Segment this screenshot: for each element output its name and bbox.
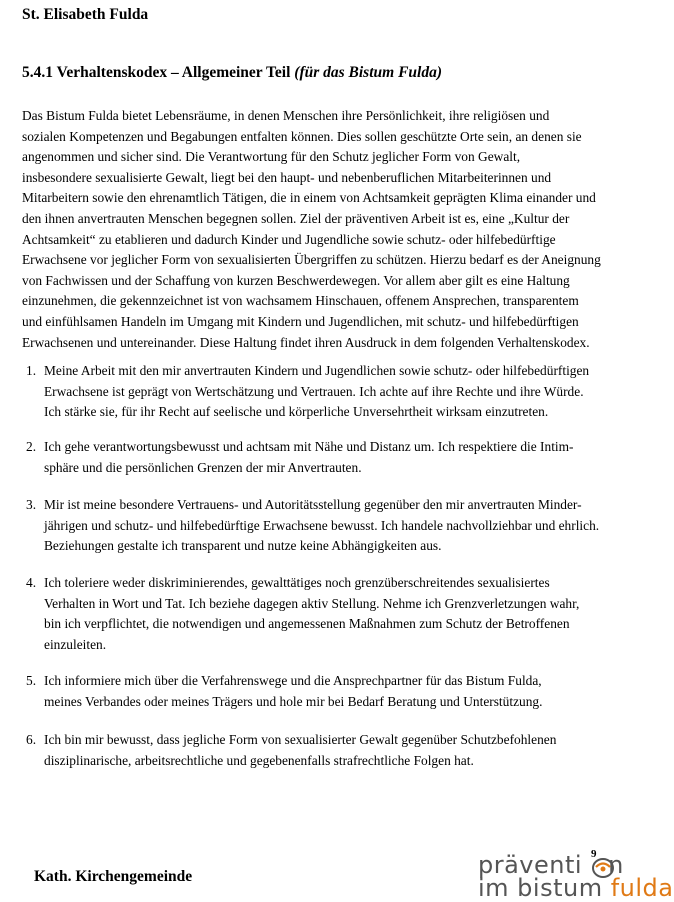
list-item-line: Verhalten in Wort und Tat. Ich beziehe dagegen aktiv Stellung. Nehme ich Grenzverletzungen wahr, [44,595,580,611]
list-item-line: Ich gehe verantwortungsbewusst und achtsam mit Nähe und Distanz um. Ich respektiere die Intim- [44,439,574,454]
list-item-line: jährigen und schutz- und hilfebedürftige Erwachsene bewusst. Ich handele nachvollziehbar und ehrlich. [44,517,600,533]
list-item [22,671,542,712]
list-item-number: 2. [26,439,37,454]
intro-line: Mitarbeitern sowie den ehrenamtlich Tätigen, die in einem von Achtsamkeit geprägten Klima einander und [22,190,596,206]
footer-parish: Kath. Kirchengemeinde [34,868,193,885]
logo-letter-n: n [608,851,624,879]
section-heading [22,64,442,82]
list-item-number: 5. [26,673,37,688]
logo-word-fulda: fulda [610,874,674,902]
intro-line: insbesondere sexualisierte Gewalt, liegt bei den haupt- und nebenberuflichen Mitarbeiterinnen und [22,169,552,185]
list-item-line: Ich informiere mich über die Verfahrenswege und die Ansprechpartner für das Bistum Fulda, [44,673,542,688]
list-item-number: 6. [26,732,37,747]
list-item-line: Ich stärke sie, für ihr Recht auf seelische und körperliche Unversehrtheit wirksam einzutreten. [44,404,549,420]
intro-line: Erwachsene vor jeglicher Form von sexualisierten Übergriffen zu schützen. Hierzu bedarf es der Aneignung [22,252,601,268]
praevention-logo [476,851,674,902]
section-heading-main: 5.4.1 Verhaltenskodex – Allgemeiner Teil [22,64,295,81]
list-item-number: 4. [26,575,37,590]
page-number: 9 [591,848,597,860]
list-item-line: sphäre und die persönlichen Grenzen der mir Anvertrauten. [44,459,362,475]
list-item [22,730,556,771]
logo-words-im-bistum: im bistum [478,874,611,902]
list-item [22,573,579,655]
section-heading-italic: (für das Bistum Fulda) [294,64,443,81]
logo-line-2 [478,875,674,901]
intro-line: und einfühlsamen Handeln im Umgang mit Kindern und Jugendlichen, mit schutz- und hilfebedürftigen [22,313,579,329]
intro-line: sozialen Kompetenzen und Begabungen entfalten können. Dies sollen geschützte Orte sein, an denen sie [22,128,582,144]
list-item [22,495,599,557]
list-item-line: bin ich verpflichtet, die notwendigen und angemessenen Maßnahmen zum Schutz der Betroffenen [44,616,570,632]
list-item [22,361,589,423]
page-header-title: St. Elisabeth Fulda [22,6,149,23]
list-item [22,437,574,478]
list-item-line: Beziehungen gestalte ich transparent und nutze keine Abhängigkeiten aus. [44,538,442,554]
logo-word-praeventi: präventi [478,851,583,879]
list-item-line: Mir ist meine besondere Vertrauens- und Autoritätsstellung gegenüber den mir anvertrauten Minder- [44,497,582,512]
intro-line: Erwachsenen und untereinander. Diese Haltung findet ihren Ausdruck in dem folgenden Verhaltenskodex. [22,334,590,350]
intro-line: angenommen und sicher sind. Die Verantwortung für den Schutz jeglicher Form von Gewalt, [22,149,521,165]
list-item-line: einzuleiten. [44,636,107,652]
intro-line: einzunehmen, die gekennzeichnet ist von wachsamem Hinschauen, offenem Ansprechen, transparentem [22,293,579,309]
list-item-line: Meine Arbeit mit den mir anvertrauten Kindern und Jugendlichen sowie schutz- oder hilfebedürftigen [44,363,590,378]
intro-line: Das Bistum Fulda bietet Lebensräume, in denen Menschen ihre Persönlichkeit, ihre religiösen und [22,108,550,123]
intro-line: Achtsamkeit“ zu etablieren und dadurch Kinder und Jugendliche sowie schutz- oder hilfebedürftige [22,231,556,247]
intro-paragraph [22,106,622,353]
list-item-line: Ich bin mir bewusst, dass jegliche Form von sexualisierter Gewalt gegenüber Schutzbefohlenen [44,732,557,747]
intro-line: den ihnen anvertrauten Menschen begegnen sollen. Ziel der präventiven Arbeit ist es, eine „Kultur der [22,210,570,226]
list-item-line: disziplinarische, arbeitsrechtliche und gegebenenfalls strafrechtliche Folgen hat. [44,752,474,768]
list-item-line: Ich toleriere weder diskriminierendes, gewalttätiges noch grenzüberschreitendes sexualisiertes [44,575,550,590]
list-item-line: Erwachsene ist geprägt von Wertschätzung und Vertrauen. Ich achte auf ihre Rechte und ihre Würde. [44,383,584,399]
intro-line: von Fachwissen und der Schaffung von kurzen Beschwerdewegen. Vor allem aber gilt es eine Haltung [22,272,570,288]
list-item-number: 1. [26,363,37,378]
list-item-number: 3. [26,497,37,512]
list-item-line: meines Verbandes oder meines Trägers und hole mir bei Bedarf Beratung und Unterstützung. [44,693,543,709]
